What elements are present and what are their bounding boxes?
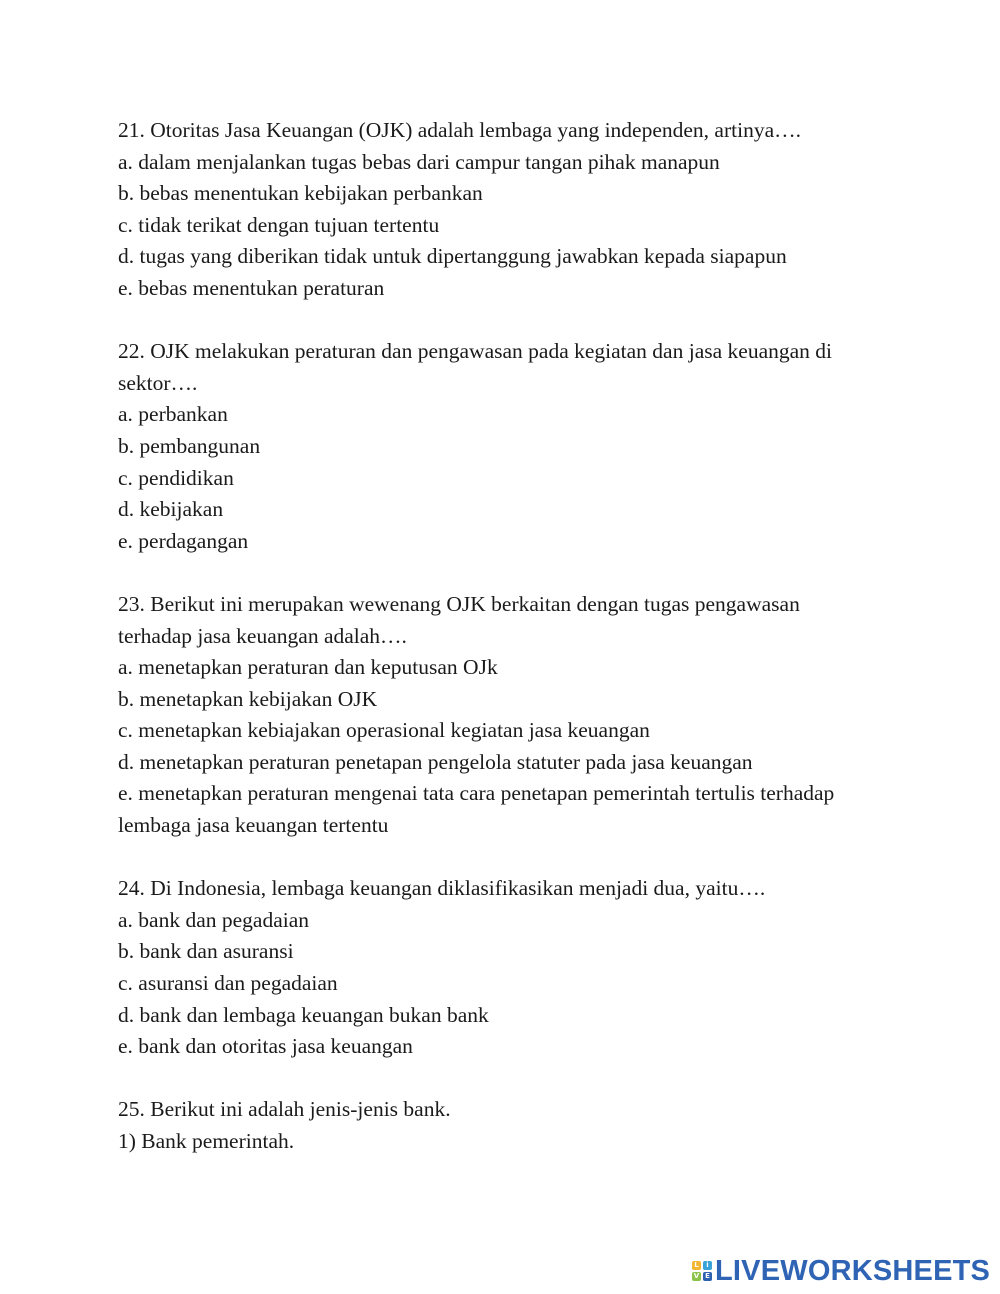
option-e: e. perdagangan [118,528,249,553]
option-b: b. bank dan asuransi [118,939,294,964]
option-a: a. bank dan pegadaian [118,907,310,932]
option-b: b. menetapkan kebijakan OJK [118,686,378,711]
option-e: e. bank dan otoritas jasa keuangan [118,1034,413,1059]
option-c: c. asuransi dan pegadaian [118,971,338,996]
option-e: e. menetapkan peraturan mengenai tata cara penetapan pemerintah tertulis terhadap [118,781,835,806]
question-text-continued: terhadap jasa keuangan adalah…. [118,623,407,648]
option-c: c. pendidikan [118,465,234,490]
question-text-continued: sektor…. [118,370,198,395]
option-a: a. perbankan [118,402,228,427]
logo-mark-letter: E [703,1272,712,1281]
option-b: b. pembangunan [118,433,261,458]
list-item-1: 1) Bank pemerintah. [118,1129,295,1153]
option-d: d. tugas yang diberikan tidak untuk dipertanggung jawabkan kepada siapapun [118,244,787,269]
question-24 [118,873,908,1063]
logo-text: LIVEWORKSHEETS [715,1255,991,1287]
option-d: d. bank dan lembaga keuangan bukan bank [118,1002,489,1027]
question-22 [118,336,908,557]
question-23 [118,589,908,842]
option-a: a. dalam menjalankan tugas bebas dari campur tangan pihak manapun [118,149,720,174]
question-text: 23. Berikut ini merupakan wewenang OJK berkaitan dengan tugas pengawasan [118,591,800,616]
question-text: 24. Di Indonesia, lembaga keuangan diklasifikasikan menjadi dua, yaitu…. [118,876,766,901]
worksheet-page [118,115,908,1189]
option-e-continued: lembaga jasa keuangan tertentu [118,813,389,838]
liveworksheets-logo [692,1254,990,1288]
option-d: d. menetapkan peraturan penetapan pengelola statuter pada jasa keuangan [118,749,753,774]
logo-mark-icon [692,1261,712,1281]
question-text: 25. Berikut ini adalah jenis-jenis bank. [118,1097,451,1122]
logo-mark-letter: V [693,1272,700,1280]
option-d: d. kebijakan [118,497,224,522]
question-21 [118,115,908,305]
question-25 [118,1094,908,1157]
option-a: a. menetapkan peraturan dan keputusan OJk [118,655,498,680]
question-text: 22. OJK melakukan peraturan dan pengawasan pada kegiatan dan jasa keuangan di [118,339,833,364]
option-c: c. tidak terikat dengan tujuan tertentu [118,212,440,237]
option-b: b. bebas menentukan kebijakan perbankan [118,181,483,206]
option-c: c. menetapkan kebiajakan operasional kegiatan jasa keuangan [118,718,650,743]
logo-mark-letter: L [692,1261,701,1270]
option-e: e. bebas menentukan peraturan [118,275,385,300]
logo-mark-letter: i [703,1261,712,1270]
question-text: 21. Otoritas Jasa Keuangan (OJK) adalah lembaga yang independen, artinya…. [118,118,801,142]
